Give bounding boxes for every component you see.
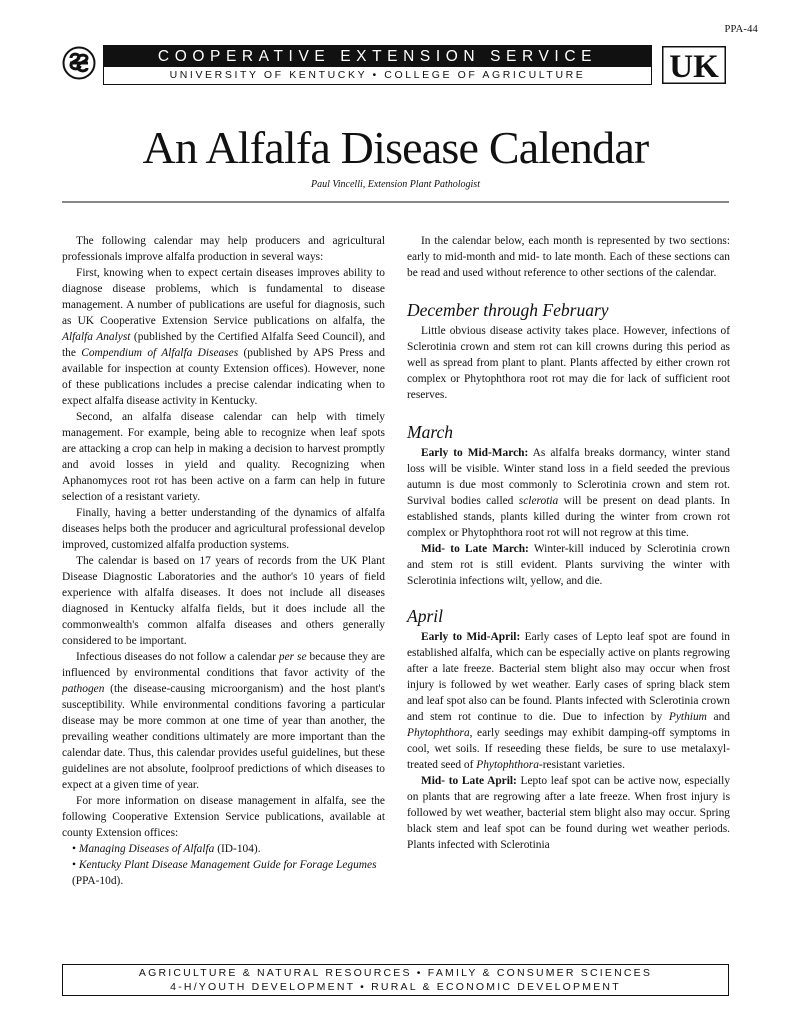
paragraph-second: Second, an alfalfa disease calendar can help with timely management. For example, being able to recognize when leaf spots are attacking a crop can help in making a decision to harvest promptly and avoid losses in yield and quality. Recognizing when Aphanomyces root rot has been active on a farm can help in future selection of a resistant variety. xyxy=(62,411,385,503)
heading-march: March xyxy=(407,422,454,442)
paragraph-late-march: Mid- to Late March: Winter-kill induced by Sclerotinia crown and stem rot is still evident. Plants surviving the winter with Sclerotinia infections wilt, yellow, and die. xyxy=(407,543,730,587)
page-title: An Alfalfa Disease Calendar xyxy=(142,122,649,173)
author-line: Paul Vincelli, Extension Plant Pathologist xyxy=(311,179,480,190)
right-column xyxy=(407,233,730,853)
heading-december-february: December through February xyxy=(407,300,609,320)
paragraph-late-april: Mid- to Late April: Lepto leaf spot can be active now, especially on plants that are regrowing after a late freeze. When frost injury is followed by wet weather, bacterial stem blight also may occur. Spring black stem and leaf spot can be found during wet weather periods. Plants infected with Sclerotinia xyxy=(407,775,731,851)
title-divider xyxy=(62,201,729,203)
paragraph-infectious: Infectious diseases do not follow a calendar per se because they are influenced by environmental conditions that favor activity of the pathogen (the disease-causing microorganism) and the host plant's susceptibility. While environmental conditions favoring a particular disease may be more common at one time of year than another, the prevailing weather conditions ultimately are more important than the calendar date. Thus, this calendar provides useful guidelines, but these guidelines are not absolute, foolproof predictions of which diseases to expect at a given time of year. xyxy=(62,651,385,791)
footer-line-1: AGRICULTURE & NATURAL RESOURCES • FAMILY & CONSUMER SCIENCES xyxy=(138,967,653,979)
paragraph-more-info: For more information on disease management in alfalfa, see the following Cooperative Extension Service publications, available at county Extension offices: xyxy=(62,795,385,839)
left-column xyxy=(62,233,385,889)
paragraph-december-february: Little obvious disease activity takes place. However, infections of Sclerotinia crown and stem rot can kill crowns during this period as well as spread from plant to plant. Plants affected by either crown rot complex or Phytophthora root rot may die for lack of sufficient root reserves. xyxy=(407,325,730,401)
extension-logo-icon xyxy=(62,46,96,80)
list-item: • Kentucky Plant Disease Management Guide for Forage Legumes (PPA-10d). xyxy=(72,859,377,887)
banner-title: COOPERATIVE EXTENSION SERVICE xyxy=(104,46,651,67)
paragraph-intro: The following calendar may help producers and agricultural professionals improve alfalfa production in several ways: xyxy=(62,235,385,263)
footer-program-areas xyxy=(62,964,729,996)
list-item: • Managing Diseases of Alfalfa (ID-104). xyxy=(72,843,261,855)
paragraph-early-march: Early to Mid-March: As alfalfa breaks dormancy, winter stand loss will be visible. Winter stand loss in a field seeded the previous autumn is due most commonly to Sclerotinia crown and stem rot. Survival bodies called sclerotia will be present on dead plants. In established stands, plants killed during the winter from crown rot complex or Phytophthora root rot will not regrow at this time. xyxy=(407,447,730,539)
banner-subtitle: UNIVERSITY OF KENTUCKY • COLLEGE OF AGRICULTURE xyxy=(169,69,586,81)
footer-line-2: 4-H/YOUTH DEVELOPMENT • RURAL & ECONOMIC DEVELOPMENT xyxy=(170,980,621,993)
paragraph-first: First, knowing when to expect certain diseases improves ability to diagnose disease problems, which is fundamental to disease management. A number of publications are useful for diagnosis, such as UK Cooperative Extension Service publications on alfalfa, the Alfalfa Analyst (published by the Certified Alfalfa Seed Council), and the Compendium of Alfalfa Diseases (published by APS Press and available for inspection at county Extension offices). However, none of these publications includes a precise calendar indicating when to expect alfalfa disease activity in Kentucky. xyxy=(62,267,386,407)
publication-number: PPA-44 xyxy=(724,24,758,35)
heading-april: April xyxy=(407,606,443,626)
uk-logo-icon xyxy=(662,46,726,84)
extension-banner xyxy=(103,45,652,85)
uk-logo-text: UK xyxy=(669,49,719,84)
paragraph-finally: Finally, having a better understanding of the dynamics of alfalfa diseases helps both the producer and agricultural professional develop improved, customized alfalfa production systems. xyxy=(62,507,385,551)
paragraph-calendar-intro: In the calendar below, each month is represented by two sections: early to mid-month and mid- to late month. Each of these sections can be read and used without reference to other sections of the calendar. xyxy=(407,235,730,279)
paragraph-early-april: Early to Mid-April: Early cases of Lepto leaf spot are found in established alfalfa, which can be especially active on plants regrowing after a late freeze. Bacterial stem blight also may occur when frost injury is followed by wet weather. Early cases of spring black stem and leaf spot also can be found. Plants infected with Sclerotinia crown and stem rot continue to die. Due to infection by Pythium and Phytophthora, early seedings may exhibit damping-off symptoms in cool, wet soils. If reseeding these fields, be sure to use metalaxyl-treated seed of Phytophthora-resistant varieties. xyxy=(407,631,730,771)
paragraph-records: The calendar is based on 17 years of records from the UK Plant Disease Diagnostic Laboratories and the author's 10 years of field experience with alfalfa diseases. It does not include all diseases diagnosed in Kentucky alfalfa fields, but it does include all the commonwealth's common alfalfa diseases and others generally considered to be important. xyxy=(62,555,385,647)
